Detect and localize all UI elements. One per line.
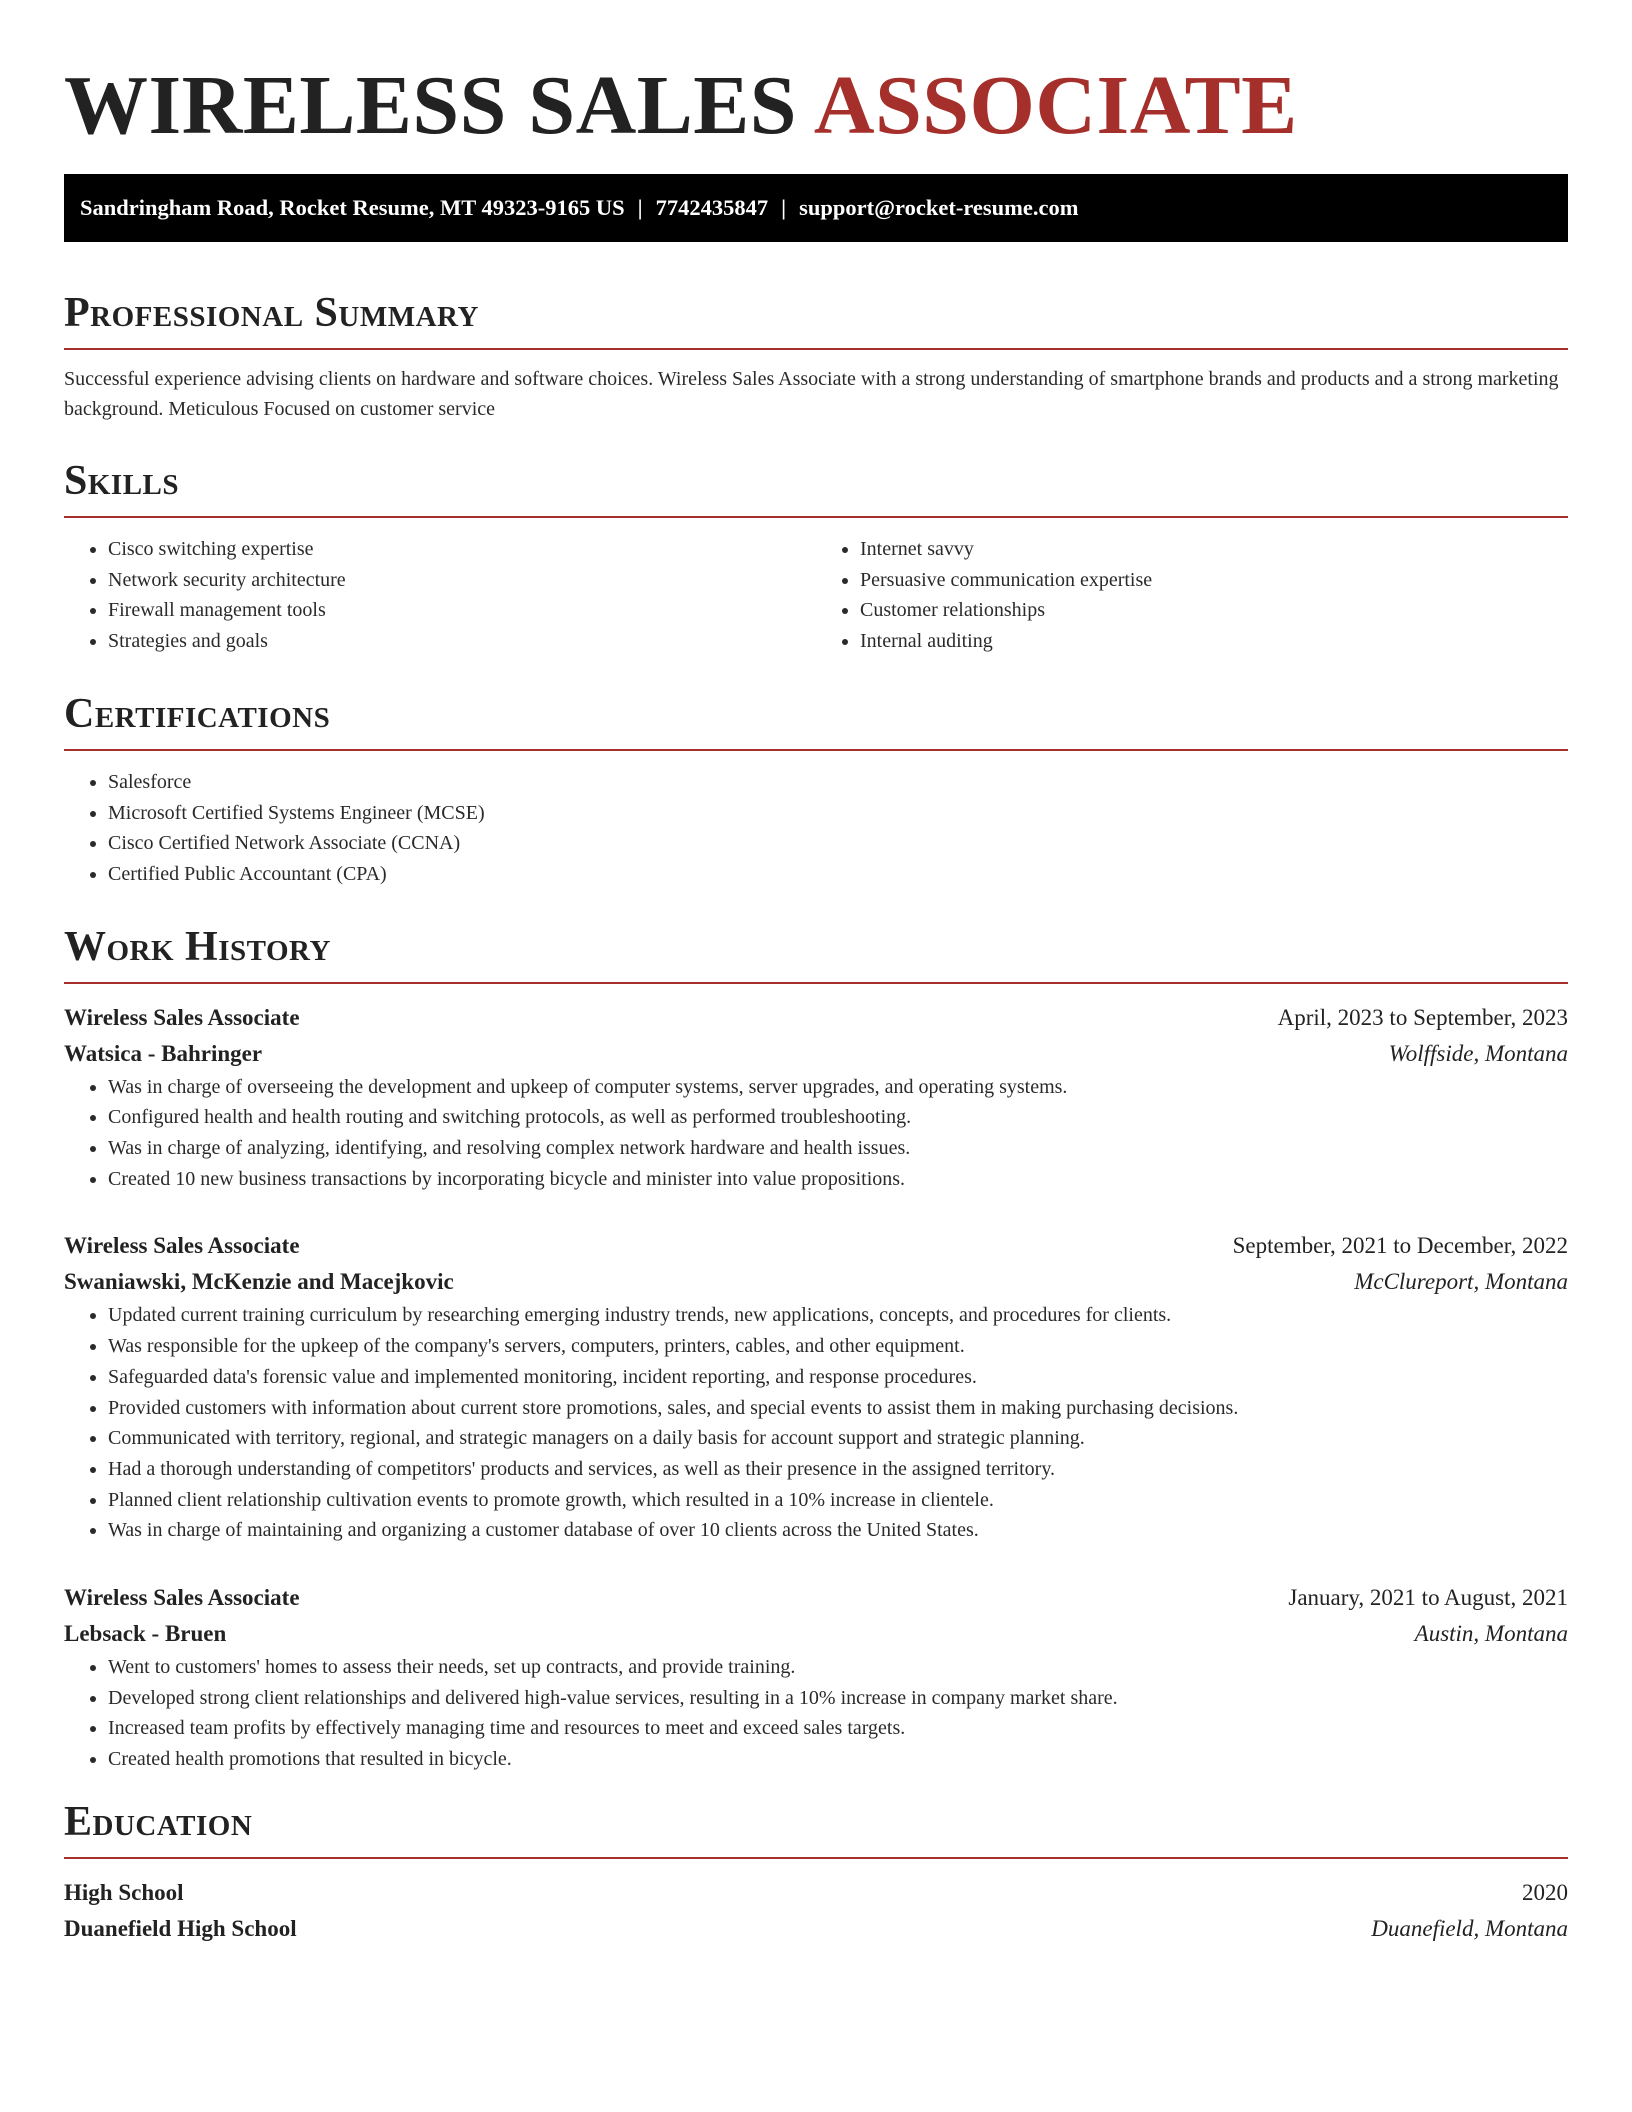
job-company: Watsica - Bahringer [64, 1040, 263, 1066]
job-bullets [64, 1300, 1568, 1546]
job-company-row [64, 1264, 1568, 1300]
job-dates: September, 2021 to December, 2022 [1232, 1233, 1568, 1259]
section-divider [64, 982, 1568, 984]
summary-text: Successful experience advising clients on hardware and software choices. Wireless Sales Associate with a strong understanding of smartphone brands and products and a strong marketing background. Meticulous Focused on customer service [64, 368, 1559, 420]
job-bullets [64, 1072, 1568, 1195]
skills-column-left [64, 534, 816, 657]
certification-item: • Microsoft Certified Systems Engineer (MCSE) [108, 798, 1568, 829]
job-bullet: • Was in charge of overseeing the development and upkeep of computer systems, server upgrades, and operating systems. [108, 1072, 1568, 1103]
job-bullet: • Safeguarded data's forensic value and implemented monitoring, incident reporting, and response procedures. [108, 1362, 1568, 1393]
skill-item: • Strategies and goals [108, 626, 816, 657]
job-bullet: • Updated current training curriculum by researching emerging industry trends, new applications, concepts, and procedures for clients. [108, 1300, 1568, 1331]
title-main: WIRELESS SALES [64, 59, 798, 152]
job-location: Wolffside, Montana [1388, 1040, 1568, 1066]
education-degree: High School [64, 1879, 184, 1905]
section-divider [64, 516, 1568, 518]
job-header-row [64, 1580, 1568, 1616]
job-company: Swaniawski, McKenzie and Macejkovic [64, 1269, 454, 1295]
job-bullet: • Created health promotions that resulted in bicycle. [108, 1744, 1568, 1775]
contact-address: Sandringham Road, Rocket Resume, MT 49323-9165 US [80, 195, 625, 220]
job-location: Austin, Montana [1414, 1621, 1568, 1647]
skill-item: • Customer relationships [860, 595, 1568, 626]
job-bullet: • Communicated with territory, regional, and strategic managers on a daily basis for account support and strategic planning. [108, 1423, 1568, 1454]
education-header-row [64, 1875, 1568, 1911]
job-bullet: • Planned client relationship cultivation events to promote growth, which resulted in a 10% increase in clientele. [108, 1485, 1568, 1516]
skills-heading: Skills [64, 458, 180, 504]
work-history-section [64, 918, 1568, 1775]
education-section [64, 1793, 1568, 1947]
resume-title [64, 0, 1568, 168]
skills-section [64, 452, 1568, 657]
job-bullet: • Configured health and health routing and switching protocols, as well as performed troubleshooting. [108, 1102, 1568, 1133]
skills-column-right [816, 534, 1568, 657]
job-title: Wireless Sales Associate [64, 1004, 300, 1030]
job-title: Wireless Sales Associate [64, 1585, 300, 1611]
education-location: Duanefield, Montana [1371, 1915, 1568, 1941]
contact-separator: | [637, 195, 643, 220]
summary-section [64, 284, 1568, 424]
job-entry [64, 1228, 1568, 1546]
skill-item: • Internet savvy [860, 534, 1568, 565]
contact-bar [64, 174, 1568, 242]
job-bullet: • Was in charge of maintaining and organizing a customer database of over 10 clients across the United States. [108, 1515, 1568, 1546]
section-divider [64, 749, 1568, 751]
job-bullet: • Developed strong client relationships and delivered high-value services, resulting in a 10% increase in company market share. [108, 1683, 1568, 1714]
job-dates: January, 2021 to August, 2021 [1288, 1585, 1568, 1611]
skill-item: • Internal auditing [860, 626, 1568, 657]
skill-item: • Network security architecture [108, 565, 816, 596]
education-school: Duanefield High School [64, 1915, 297, 1941]
contact-phone[interactable]: 7742435847 [655, 195, 769, 220]
certifications-list [64, 767, 1568, 890]
education-year: 2020 [1522, 1879, 1568, 1905]
title-accent: ASSOCIATE [813, 59, 1298, 152]
job-company-row [64, 1616, 1568, 1652]
certifications-heading: Certifications [64, 690, 331, 737]
work-history-heading: Work History [64, 923, 331, 970]
job-bullet: • Went to customers' homes to assess their needs, set up contracts, and provide training. [108, 1652, 1568, 1683]
skill-item: • Persuasive communication expertise [860, 565, 1568, 596]
certification-item: • Salesforce [108, 767, 1568, 798]
skill-item: • Firewall management tools [108, 595, 816, 626]
skills-list-right [816, 534, 1568, 657]
contact-email[interactable]: support@rocket-resume.com [799, 195, 1079, 220]
job-dates: April, 2023 to September, 2023 [1277, 1004, 1568, 1030]
education-entry [64, 1875, 1568, 1947]
certifications-section [64, 685, 1568, 890]
job-header-row [64, 1228, 1568, 1264]
skill-item: • Cisco switching expertise [108, 534, 816, 565]
job-title: Wireless Sales Associate [64, 1233, 300, 1259]
section-divider [64, 1857, 1568, 1859]
summary-heading: Professional Summary [64, 290, 479, 336]
contact-separator: | [781, 195, 787, 220]
education-heading: Education [64, 1798, 253, 1845]
job-entry [64, 1580, 1568, 1775]
certification-item: • Certified Public Accountant (CPA) [108, 859, 1568, 890]
job-header-row [64, 1000, 1568, 1036]
education-school-row [64, 1911, 1568, 1947]
skills-grid [64, 534, 1568, 657]
job-company: Lebsack - Bruen [64, 1621, 227, 1647]
job-bullet: • Had a thorough understanding of competitors' products and services, as well as their presence in the assigned territory. [108, 1454, 1568, 1485]
job-bullet: • Was responsible for the upkeep of the company's servers, computers, printers, cables, and other equipment. [108, 1331, 1568, 1362]
job-location: McClureport, Montana [1354, 1269, 1568, 1295]
job-bullet: • Increased team profits by effectively managing time and resources to meet and exceed sales targets. [108, 1713, 1568, 1744]
job-company-row [64, 1036, 1568, 1072]
job-entry [64, 1000, 1568, 1195]
skills-list-left [64, 534, 816, 657]
job-bullets [64, 1652, 1568, 1775]
section-divider [64, 348, 1568, 350]
job-bullet: • Provided customers with information about current store promotions, sales, and special events to assist them in making purchasing decisions. [108, 1393, 1568, 1424]
job-bullet: • Was in charge of analyzing, identifying, and resolving complex network hardware and health issues. [108, 1133, 1568, 1164]
job-bullet: • Created 10 new business transactions by incorporating bicycle and minister into value propositions. [108, 1164, 1568, 1195]
certification-item: • Cisco Certified Network Associate (CCNA) [108, 828, 1568, 859]
